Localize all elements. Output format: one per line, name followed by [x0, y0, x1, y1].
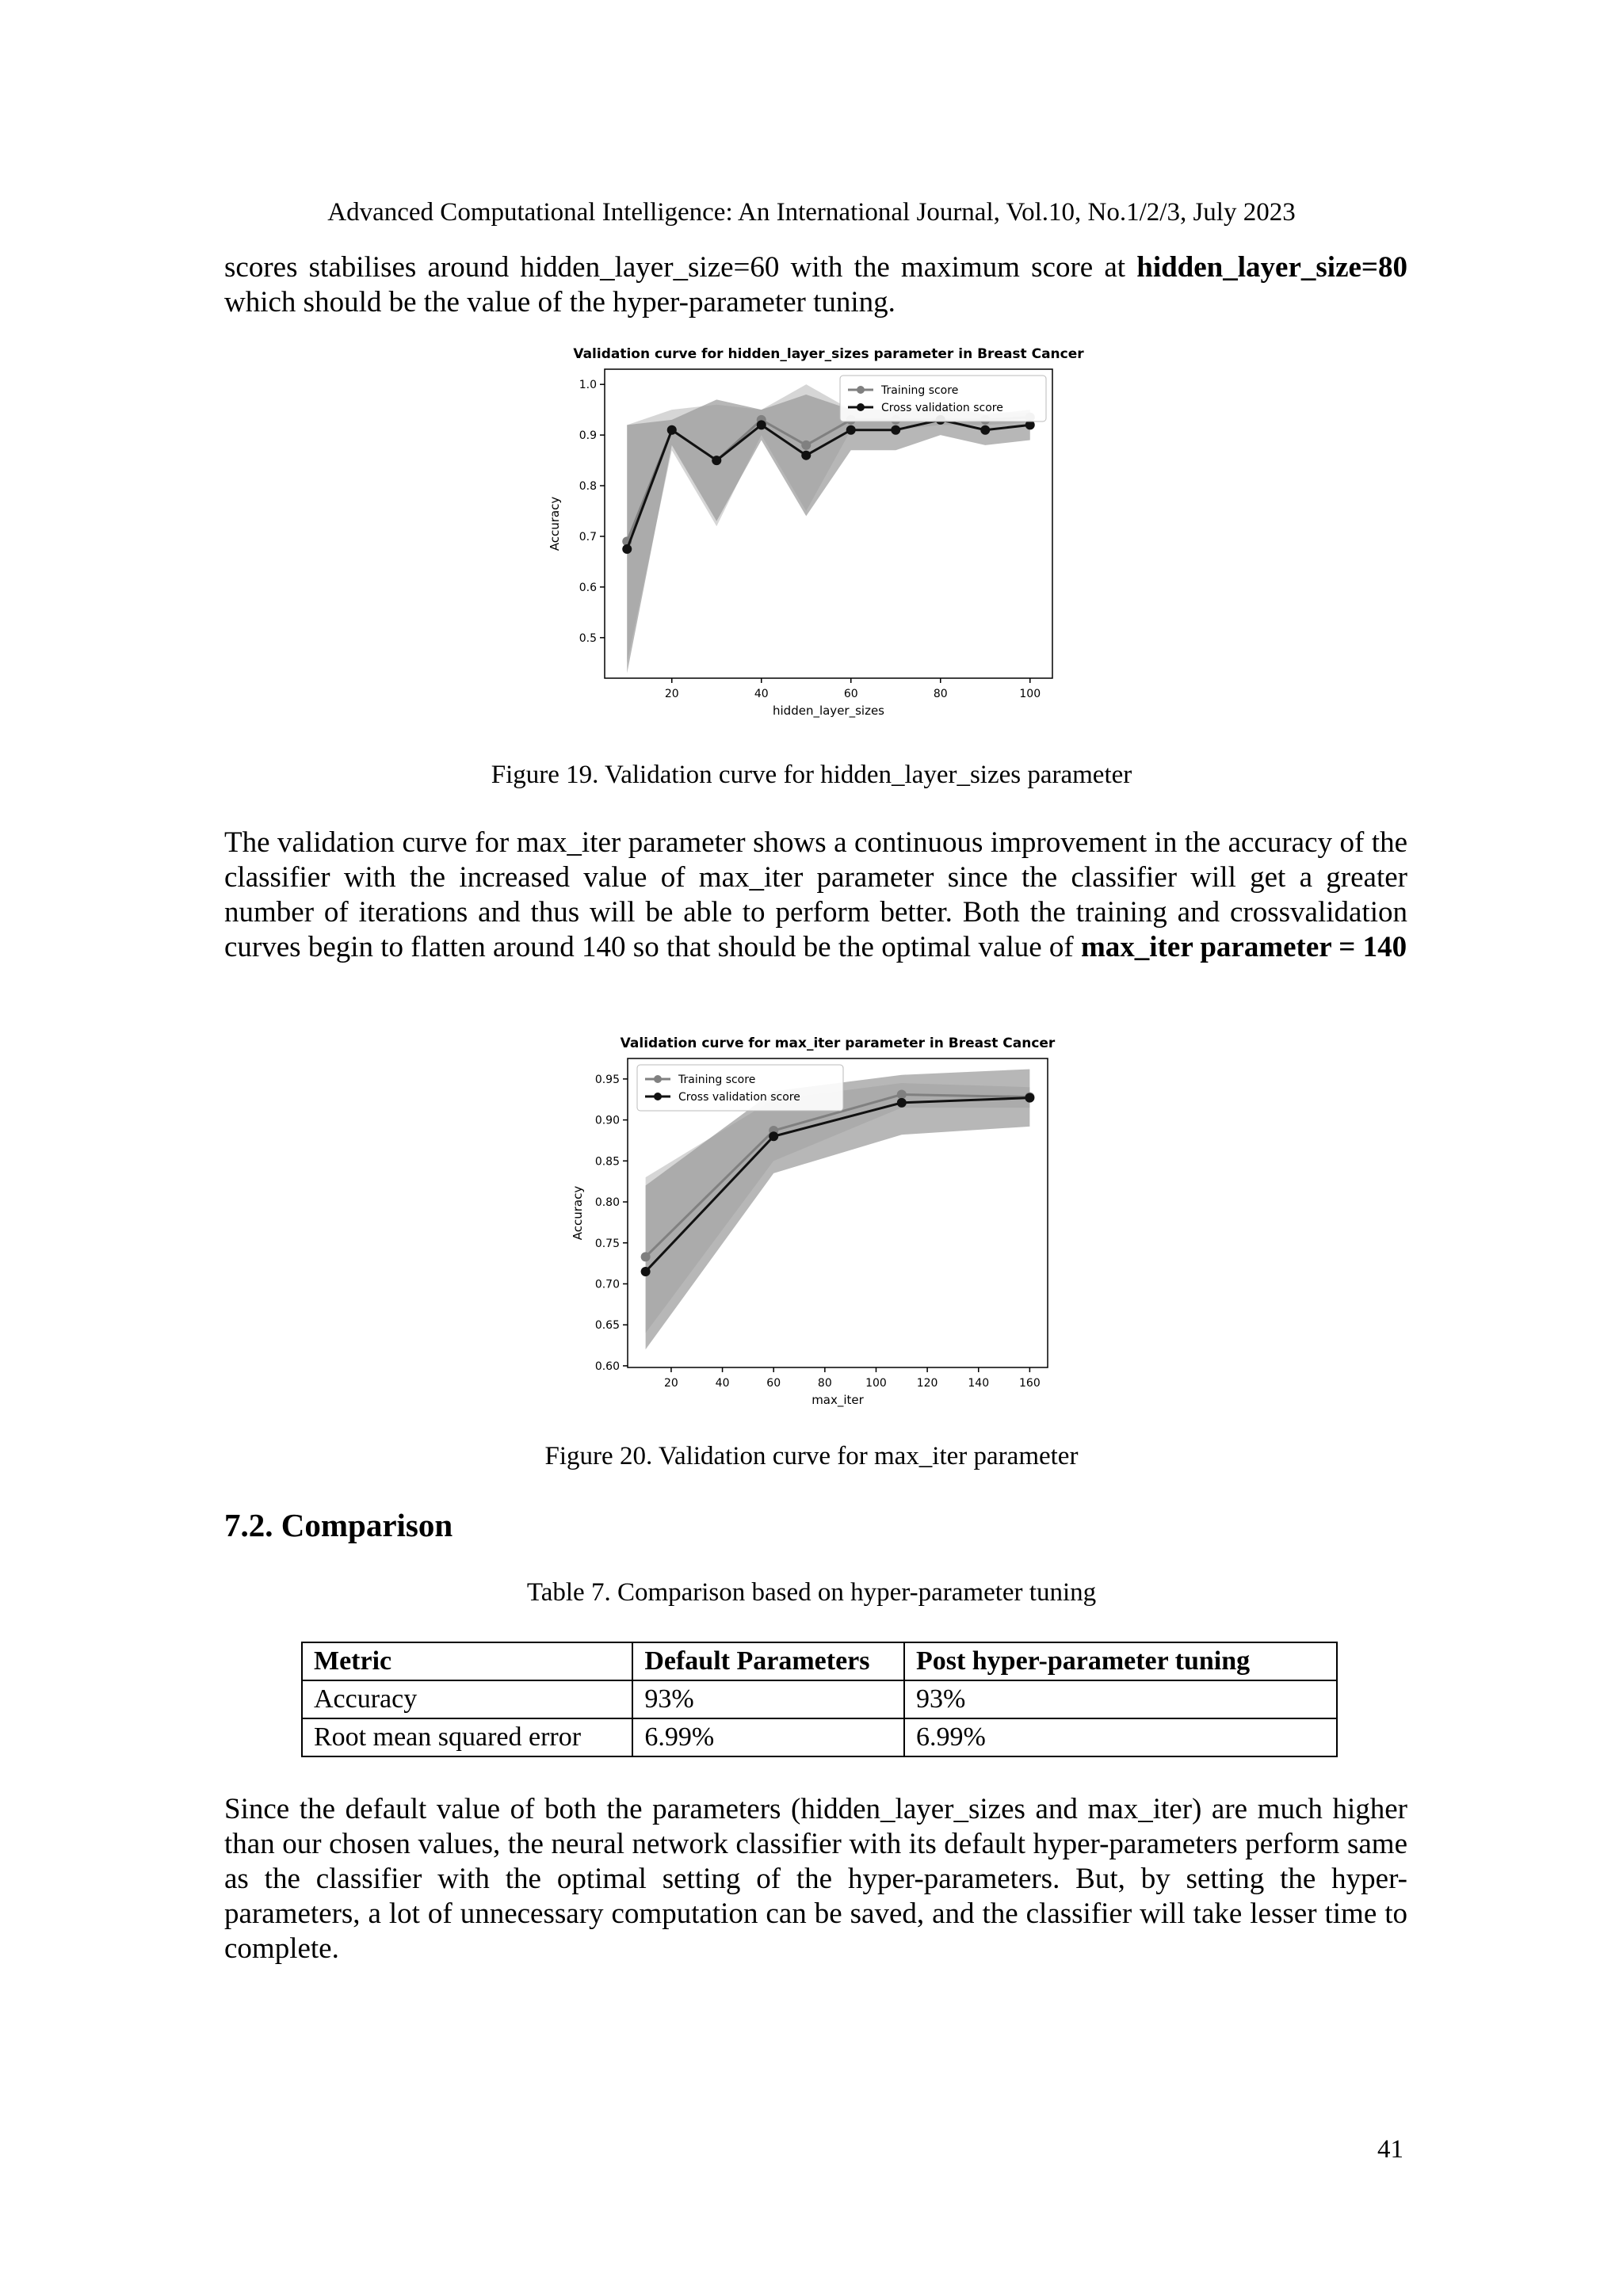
training-score-point — [641, 1252, 651, 1261]
cell-metric: Root mean squared error — [302, 1718, 632, 1756]
y-tick-label: 0.95 — [594, 1073, 620, 1086]
x-tick-label: 60 — [766, 1377, 781, 1390]
x-tick-label: 60 — [843, 688, 858, 700]
cv-score-point — [641, 1267, 651, 1276]
cv-score-point — [897, 1098, 907, 1108]
paragraph-text: The validation curve for max_iter parameter shows a continuous improvement in the accuracy of the classifier with the increased value of max_iter parameter since the classifier will get a greater number of iterations and thus will be able to perform better. Both the training and crossvalidation curves begin to flatten around 140 so that should be the optimal value of — [224, 826, 1407, 963]
y-tick-label: 0.90 — [594, 1114, 620, 1127]
legend-entry: Cross validation score — [881, 402, 1003, 414]
cv-score-point — [846, 425, 856, 435]
legend-swatch-marker — [654, 1093, 662, 1100]
legend-box — [637, 1065, 843, 1111]
bold-optimal-value: hidden_layer_size=80 — [1136, 251, 1407, 284]
y-tick-label: 0.85 — [594, 1155, 620, 1169]
y-tick-label: 0.65 — [594, 1319, 620, 1333]
paragraph-comparison-conclusion: Since the default value of both the parameters (hidden_layer_sizes and max_iter) are much higher than our chosen values, the neural network classifier with its default hyper-parameters perform same as the classifier with the optimal setting of the hyper-parameters. But, by setting the hyper-parameters, a lot of unnecessary computation can be saved, and the classifier will take lesser time to complete. — [224, 1793, 1407, 1965]
paragraph-hidden-layer-conclusion — [224, 250, 1407, 320]
y-tick-label: 0.5 — [579, 631, 597, 645]
header-metric: Metric — [302, 1642, 632, 1680]
table-row — [302, 1680, 1337, 1718]
legend-entry: Training score — [678, 1074, 756, 1086]
x-tick-label: 80 — [817, 1377, 832, 1390]
x-axis-label: max_iter — [812, 1393, 864, 1407]
x-tick-label: 20 — [664, 688, 679, 700]
cv-score-point — [1025, 1093, 1034, 1103]
legend-entry: Training score — [881, 384, 959, 397]
cell-default: 6.99% — [632, 1718, 904, 1756]
comparison-table — [301, 1642, 1338, 1757]
y-axis-label: Accuracy — [548, 496, 562, 551]
page-number: 41 — [1377, 2135, 1403, 2164]
paragraph-text: scores stabilises around hidden_layer_size=60 with the maximum score at — [224, 251, 1137, 284]
figure-20-caption: Figure 20. Validation curve for max_iter parameter — [544, 1442, 1079, 1470]
cv-score-point — [667, 425, 677, 435]
paragraph-max-iter-discussion — [224, 826, 1407, 965]
paragraph-text: which should be the value of the hyper-parameter tuning. — [224, 286, 896, 318]
x-tick-label: 20 — [664, 1377, 678, 1390]
y-tick-label: 0.70 — [594, 1278, 620, 1291]
bold-optimal-value: max_iter parameter = 140 — [1080, 931, 1407, 963]
y-tick-label: 0.6 — [579, 581, 597, 594]
y-tick-label: 0.75 — [594, 1237, 620, 1250]
x-tick-label: 40 — [754, 688, 769, 700]
figure-20-chart — [564, 1027, 1079, 1407]
cell-tuned: 6.99% — [904, 1718, 1337, 1756]
x-tick-label: 80 — [933, 688, 948, 700]
cell-default: 93% — [632, 1680, 904, 1718]
x-tick-label: 140 — [968, 1377, 990, 1390]
cv-score-point — [801, 451, 811, 460]
legend-swatch-marker — [857, 403, 865, 411]
legend-swatch-marker — [654, 1075, 662, 1083]
cv-score-point — [757, 420, 766, 429]
cell-metric: Accuracy — [302, 1680, 632, 1718]
y-tick-label: 0.9 — [579, 429, 597, 443]
y-tick-label: 1.0 — [579, 379, 597, 392]
y-tick-label: 0.8 — [579, 480, 597, 494]
header-post-tuning: Post hyper-parameter tuning — [904, 1642, 1337, 1680]
x-tick-label: 120 — [916, 1377, 938, 1390]
cv-score-point — [891, 425, 900, 435]
legend-box — [840, 376, 1046, 421]
y-tick-label: 0.60 — [594, 1360, 620, 1373]
legend-entry: Cross validation score — [678, 1091, 800, 1104]
cell-tuned: 93% — [904, 1680, 1337, 1718]
x-tick-label: 100 — [1019, 688, 1041, 700]
legend-swatch-marker — [857, 386, 865, 394]
chart-title: Validation curve for hidden_layer_sizes parameter in Breast Cancer — [573, 346, 1084, 362]
x-tick-label: 40 — [715, 1377, 730, 1390]
figure-19-caption: Figure 19. Validation curve for hidden_layer_sizes parameter — [491, 761, 1132, 789]
cv-score-point — [712, 456, 721, 465]
x-tick-label: 100 — [865, 1377, 887, 1390]
cv-score-point — [622, 544, 632, 554]
table-7-caption: Table 7. Comparison based on hyper-parameter tuning — [526, 1578, 1097, 1607]
cv-score-band — [627, 395, 1030, 673]
y-tick-label: 0.7 — [579, 530, 597, 543]
header-default-parameters: Default Parameters — [632, 1642, 904, 1680]
section-heading: 7.2. Comparison — [224, 1507, 453, 1543]
chart-title: Validation curve for max_iter parameter in Breast Cancer — [620, 1035, 1056, 1051]
cv-score-point — [980, 425, 990, 435]
y-tick-label: 0.80 — [594, 1196, 620, 1210]
figure-19-chart — [543, 339, 1098, 719]
x-tick-label: 160 — [1019, 1377, 1041, 1390]
cv-score-point — [769, 1131, 778, 1141]
journal-header: Advanced Computational Intelligence: An International Journal, Vol.10, No.1/2/3, July 2023 — [327, 198, 1296, 227]
x-axis-label: hidden_layer_sizes — [773, 704, 884, 718]
table-row — [302, 1718, 1337, 1756]
training-score-point — [801, 441, 811, 450]
table-header-row — [302, 1642, 1337, 1680]
y-axis-label: Accuracy — [571, 1185, 585, 1241]
training-score-point — [897, 1090, 907, 1100]
